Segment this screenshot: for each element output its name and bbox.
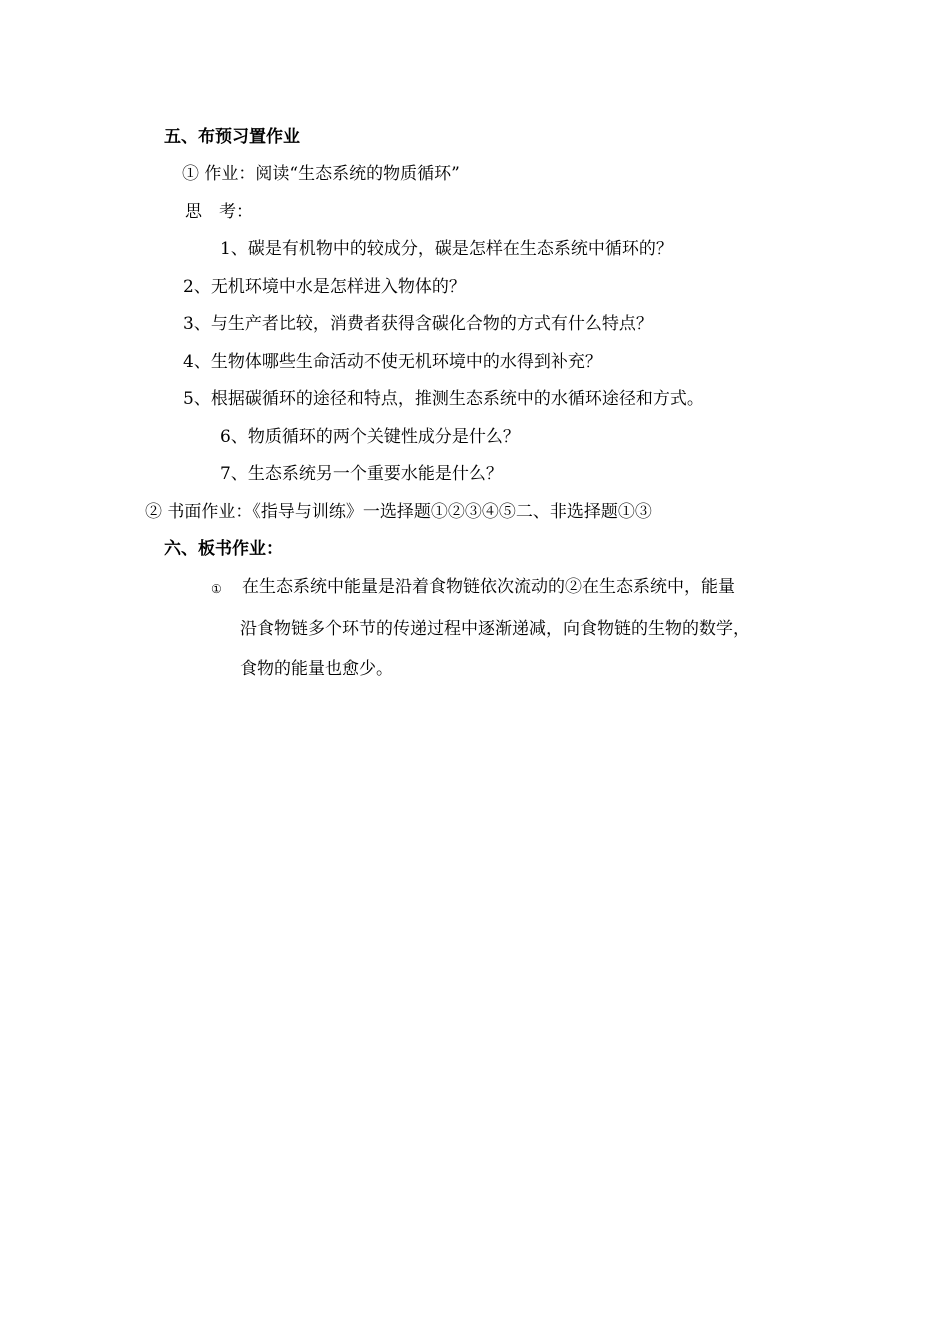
question-5: 5、根据碳循环的途径和特点，推测生态系统中的水循环途径和方式。: [183, 389, 704, 409]
question-6: 6、物质循环的两个关键性成分是什么？: [220, 427, 520, 447]
think-label: 思 考：: [185, 202, 253, 222]
board-line-3: 食物的能量也愈少。: [240, 659, 393, 679]
board-line-2: 沿食物链多个环节的传递过程中逐渐递减，向食物链的生物的数学，: [240, 619, 750, 639]
board-line-1: 在生态系统中能量是沿着食物链依次流动的②在生态系统中，能量: [242, 577, 735, 597]
section5-title: 五、布预习置作业: [164, 127, 300, 147]
question-4: 4、生物体哪些生命活动不使无机环境中的水得到补充？: [183, 352, 602, 372]
homework-written: ② 书面作业：《指导与训练》一选择题①②③④⑤二、非选择题①③: [145, 502, 652, 522]
question-3: 3、与生产者比较，消费者获得含碳化合物的方式有什么特点？: [183, 314, 653, 334]
question-7: 7、生态系统另一个重要水能是什么？: [220, 464, 503, 484]
question-1: 1、碳是有机物中的较成分，碳是怎样在生态系统中循环的？: [220, 239, 673, 259]
question-2: 2、无机环境中水是怎样进入物体的？: [183, 277, 466, 297]
homework-reading: ① 作业：阅读“生态系统的物质循环”: [182, 164, 460, 184]
section6-title: 六、板书作业：: [164, 539, 283, 559]
board-marker: ①: [211, 582, 222, 596]
